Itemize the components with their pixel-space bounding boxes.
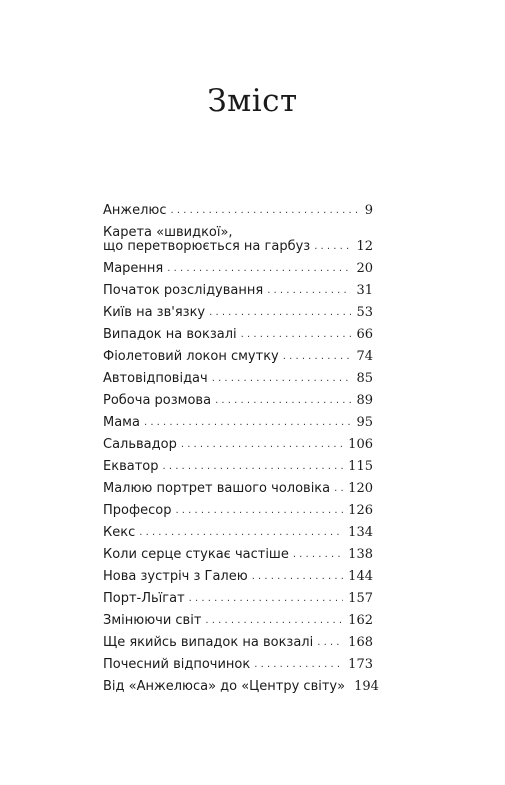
toc-entry [103,394,373,416]
toc-entry [103,416,373,438]
toc-entry-title: Мама [103,415,140,430]
toc-entry [103,372,373,394]
toc-entry-page: 9 [364,203,373,218]
toc-entry [103,226,373,262]
toc-entry-title: Почесний відпочинок [103,657,251,672]
toc-entry [103,679,379,702]
toc-entry [103,614,373,636]
toc-entry [103,548,373,570]
dot-leader [314,241,351,253]
dot-leader [293,549,343,561]
dot-leader [334,483,343,495]
dot-leader [267,285,351,297]
toc-entry-page: 173 [348,657,373,672]
dot-leader [209,307,351,319]
dot-leader [252,571,343,583]
toc-entry-page: 74 [356,349,373,364]
dot-leader [241,329,352,341]
toc-entry-page: 53 [356,305,373,320]
toc-entry-title: Змінюючи світ [103,613,202,628]
toc-entry-title: Професор [103,503,172,518]
dot-leader [139,527,343,539]
dot-leader [167,263,351,275]
toc-entry-page: 157 [348,591,373,606]
toc-entry-title: Робоча розмова [103,393,212,408]
toc-entry-page: 115 [348,459,373,474]
toc-entry-title: Екватор [103,459,159,474]
toc-entry [103,284,373,306]
toc-entry-title: що перетворюється на гарбуз [103,239,311,254]
toc-entry [103,570,373,592]
toc-entry-title: Автовідповідач [103,371,208,386]
dot-leader [212,373,352,385]
toc-entry [103,636,373,658]
toc-entry-page: 66 [356,327,373,342]
dot-leader [205,615,343,627]
toc-entry [103,438,373,460]
table-of-contents [103,203,379,702]
dot-leader [181,439,343,451]
toc-entry-page: 85 [356,371,373,386]
dot-leader [215,395,351,407]
toc-entry-page: 20 [356,261,373,276]
toc-entry-title: Анжелюс [103,203,167,218]
toc-entry-title-line1: Карета «швидкої», [103,225,233,240]
toc-entry [103,262,373,284]
toc-entry-page: 126 [348,503,373,518]
dot-leader [254,659,343,671]
toc-entry [103,350,373,372]
toc-entry-page: 95 [356,415,373,430]
toc-entry-page: 144 [348,569,373,584]
toc-entry [103,460,373,482]
dot-leader [317,637,343,649]
toc-entry-title: Малюю портрет вашого чоловіка [103,481,331,496]
dot-leader [189,593,344,605]
page-title: Зміст [207,82,298,119]
toc-entry [103,204,373,226]
toc-entry-page: 31 [356,283,373,298]
toc-entry [103,592,373,614]
toc-entry-page: 194 [354,679,379,694]
dot-leader [283,351,352,363]
toc-entry [103,658,373,680]
dot-leader [171,205,360,217]
toc-entry-page: 12 [356,239,373,254]
toc-entry-page: 168 [348,635,373,650]
toc-entry-title: Порт-Льїгат [103,591,185,606]
toc-entry-page: 162 [348,613,373,628]
toc-entry [103,482,373,504]
toc-entry-title: Випадок на вокзалі [103,327,237,342]
dot-leader [175,505,343,517]
toc-entry-title: Кекс [103,525,136,540]
toc-entry [103,328,373,350]
dot-leader [162,461,343,473]
toc-entry-title: Нова зустріч з Галею [103,569,248,584]
toc-entry-title: Сальвадор [103,437,177,452]
toc-entry-title: Київ на зв'язку [103,305,206,320]
toc-entry-title: Ще якийсь випадок на вокзалі [103,635,314,650]
toc-entry-title: Коли серце стукає частіше [103,547,289,562]
toc-entry-page: 89 [356,393,373,408]
toc-entry [103,526,373,548]
toc-entry-title: Фіолетовий локон смутку [103,349,279,364]
toc-entry [103,504,373,526]
toc-entry-title: Марення [103,261,164,276]
toc-entry-page: 120 [348,481,373,496]
dot-leader [144,417,351,429]
toc-entry-title: Від «Анжелюса» до «Центру світу» [103,679,346,694]
toc-entry [103,306,373,328]
toc-entry-page: 138 [348,547,373,562]
toc-entry-title: Початок розслідування [103,283,264,298]
toc-entry-page: 106 [348,437,373,452]
toc-entry-page: 134 [348,525,373,540]
